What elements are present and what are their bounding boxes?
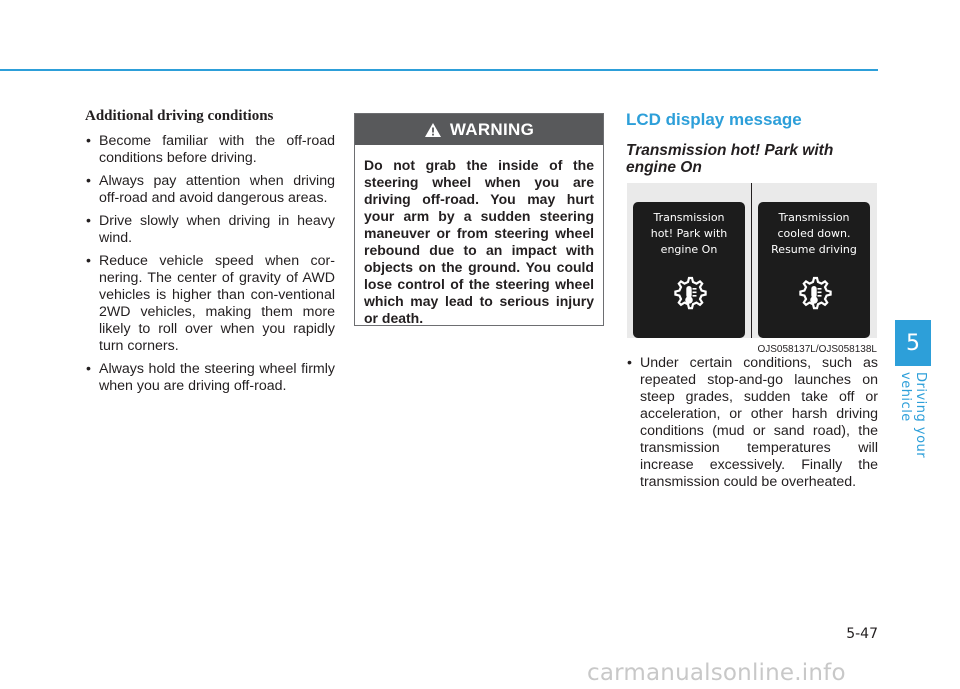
chapter-title: Driving your vehicle: [898, 372, 928, 459]
lcd-line: Resume driving: [771, 243, 857, 256]
warning-header: [355, 114, 603, 145]
lcd-subheading: Transmission hot! Park with engine On: [626, 142, 834, 176]
transmission-temperature-icon: [669, 274, 709, 314]
section-heading: Additional driving conditions: [85, 108, 274, 124]
driving-conditions-list: [85, 133, 335, 395]
transmission-notes-list: [626, 355, 878, 497]
lcd-figure: [627, 183, 877, 355]
top-rule: [0, 69, 878, 71]
list-item: • Under certain conditions, such as repeated stop-and-go launches on steep grades, sudden take off or acceleration, or other harsh driving conditions (mud or sand road), the transmission temperatures will increase excessively. Finally the transmission could be overheated.: [626, 355, 878, 491]
lcd-line: Transmission: [653, 211, 725, 224]
page-number: 5-47: [846, 626, 878, 642]
list-item: • Reduce vehicle speed when cor-nering. The center of gravity of AWD vehicles is higher than con-ventional 2WD vehicles, making them more likely to roll over when you rapidly turn corners.: [85, 253, 335, 355]
list-item: • Always pay attention when driving off-road and avoid dangerous areas.: [85, 173, 335, 207]
transmission-temperature-icon: [794, 274, 834, 314]
chapter-number: 5: [906, 330, 920, 356]
lcd-line: hot! Park with: [650, 227, 728, 240]
warning-triangle-icon: [424, 122, 442, 138]
warning-label: WARNING: [449, 119, 535, 139]
additional-driving-section: [85, 108, 335, 401]
lcd-line: Transmission: [778, 211, 850, 224]
figure-caption: OJS058137L/OJS058138L: [757, 344, 877, 355]
warning-box: [354, 113, 604, 326]
list-item: • Drive slowly when driving in heavy wind.: [85, 213, 335, 247]
lcd-message-cooled: [758, 210, 870, 258]
lcd-screen-cooled: [758, 202, 870, 338]
lcd-line: cooled down.: [777, 227, 851, 240]
warning-text: Do not grab the inside of the steering wheel when you are driving off-road. You may hurt your arm by a sudden steering maneuver or from steering wheel rebound due to an impact with objects on the ground. You could lose control of the steering wheel which may lead to serious injury or death.: [364, 157, 594, 326]
figure-divider: [751, 183, 752, 338]
lcd-line: engine On: [660, 243, 718, 256]
list-item: • Always hold the steering wheel firmly when you are driving off-road.: [85, 361, 335, 395]
lcd-message-section: [626, 108, 878, 190]
watermark: carmanualsonline.info: [587, 660, 846, 686]
chapter-title-vertical: [895, 372, 931, 500]
lcd-screen-hot: [633, 202, 745, 338]
lcd-message-hot: [633, 210, 745, 258]
chapter-tab[interactable]: [895, 320, 931, 366]
lcd-heading: LCD display message: [626, 110, 802, 129]
list-item: • Become familiar with the off-road conditions before driving.: [85, 133, 335, 167]
